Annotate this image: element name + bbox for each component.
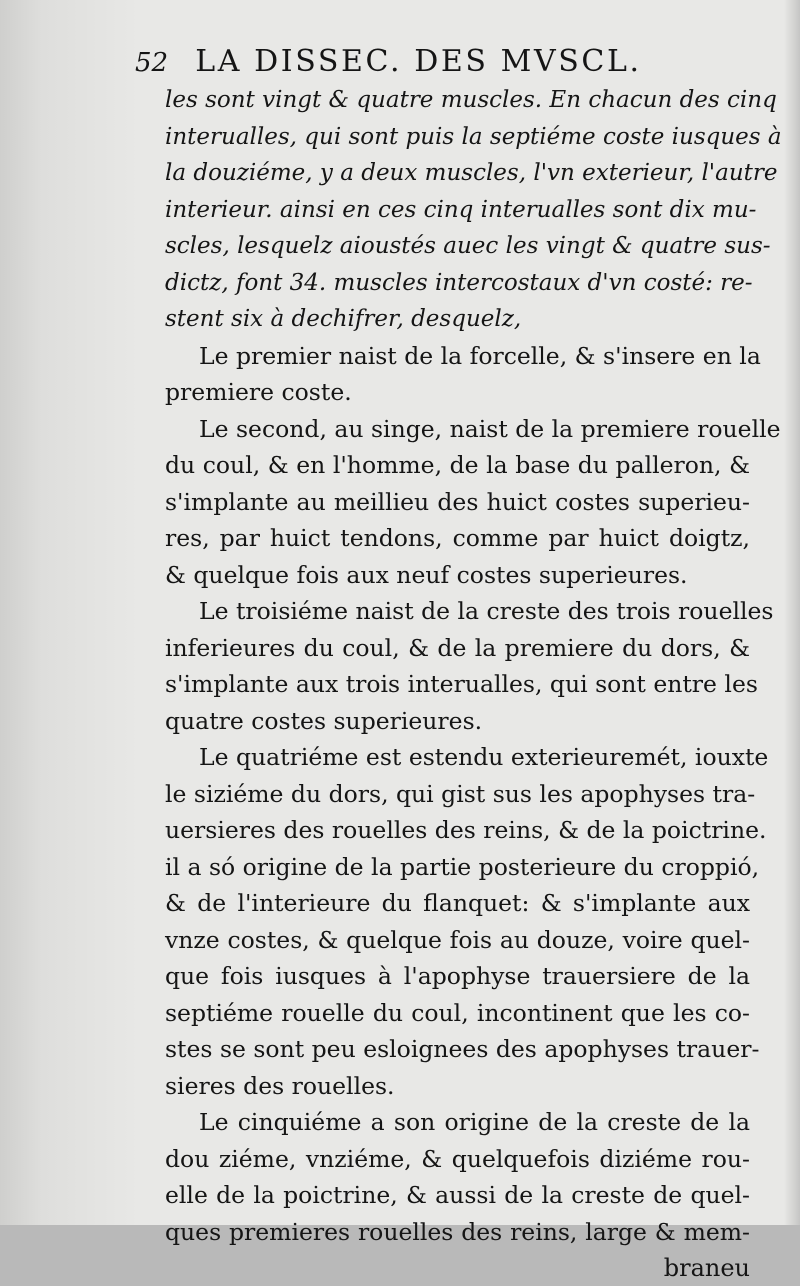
text-line: la douziéme, y a deux muscles, l'vn exterieur, l'autre: [165, 160, 778, 186]
facing-page-shadow: [0, 0, 140, 1225]
paragraph-second-muscle: [165, 411, 781, 594]
text-line: que fois iusques à l'apophyse trauersiere de la: [165, 962, 750, 990]
page-number: 52: [135, 48, 169, 78]
text-line: Le cinquiéme a son origine de la creste de la: [199, 1108, 750, 1136]
text-line: & de l'interieure du flanquet: & s'implante aux: [165, 889, 750, 917]
text-line: s'implante aux trois interualles, qui sont entre les: [165, 670, 758, 698]
text-line: s'implante au meillieu des huict costes superieu-: [165, 487, 750, 516]
text-line: sieres des rouelles.: [165, 1071, 395, 1100]
intro-italic-passage: [165, 82, 782, 338]
text-line: interualles, qui sont puis la septiéme coste iusques à: [165, 123, 782, 150]
text-line: stent six à dechifrer, desquelz,: [165, 306, 522, 332]
text-line: dou ziéme, vnziéme, & quelquefois diziéme rou-: [165, 1144, 750, 1173]
text-block: [165, 82, 782, 1286]
paragraph-fourth-muscle: [165, 739, 769, 1104]
paragraph-fifth-muscle: [165, 1104, 750, 1250]
text-line: Le premier naist de la forcelle, & s'insere en la: [199, 341, 761, 370]
catchword: braneu: [663, 1254, 750, 1282]
running-head: [135, 42, 695, 82]
text-line: il a só origine de la partie posterieure du croppió,: [165, 852, 760, 881]
text-line: Le troisiéme naist de la creste des trois rouelles: [199, 597, 774, 625]
page-edge-shadow: [784, 0, 800, 1225]
text-line: dictz, font 34. muscles intercostaux d'vn costé: re-: [165, 269, 753, 296]
paragraph-third-muscle: [165, 593, 774, 739]
text-line: interieur. ainsi en ces cinq interualles sont dix mu-: [165, 196, 757, 223]
text-line: premiere coste.: [165, 378, 352, 406]
text-line: Le quatriéme est estendu exterieuremét, iouxte: [199, 743, 769, 771]
text-line: uersieres des rouelles des reins, & de la poictrine.: [165, 816, 767, 844]
text-line: septiéme rouelle du coul, incontinent que les co-: [165, 998, 750, 1027]
text-line: inferieures du coul, & de la premiere du dors, &: [165, 633, 750, 662]
text-line: du coul, & en l'homme, de la base du palleron, &: [165, 451, 750, 479]
text-line: res, par huict tendons, comme par huict doigtz,: [165, 524, 750, 552]
text-line: les sont vingt & quatre muscles. En chacun des cinq: [165, 87, 777, 113]
text-line: vnze costes, & quelque fois au douze, voire quel-: [165, 925, 750, 954]
text-line: ques premieres rouelles des reins, large & mem-: [165, 1217, 750, 1246]
paragraph-first-muscle: [165, 338, 761, 411]
text-line: le siziéme du dors, qui gist sus les apophyses tra-: [165, 779, 756, 808]
text-line: stes se sont peu esloignees des apophyses trauer-: [165, 1035, 760, 1063]
text-line: scles, lesquelz aioustés auec les vingt & quatre sus-: [165, 233, 771, 259]
text-line: Le second, au singe, naist de la premiere rouelle: [199, 414, 781, 443]
text-line: & quelque fois aux neuf costes superieures.: [165, 560, 688, 589]
running-title: LA DISSEC. DES MVSCL.: [195, 44, 642, 79]
text-line: quatre costes superieures.: [165, 706, 483, 735]
text-line: elle de la poictrine, & aussi de la creste de quel-: [165, 1181, 750, 1209]
